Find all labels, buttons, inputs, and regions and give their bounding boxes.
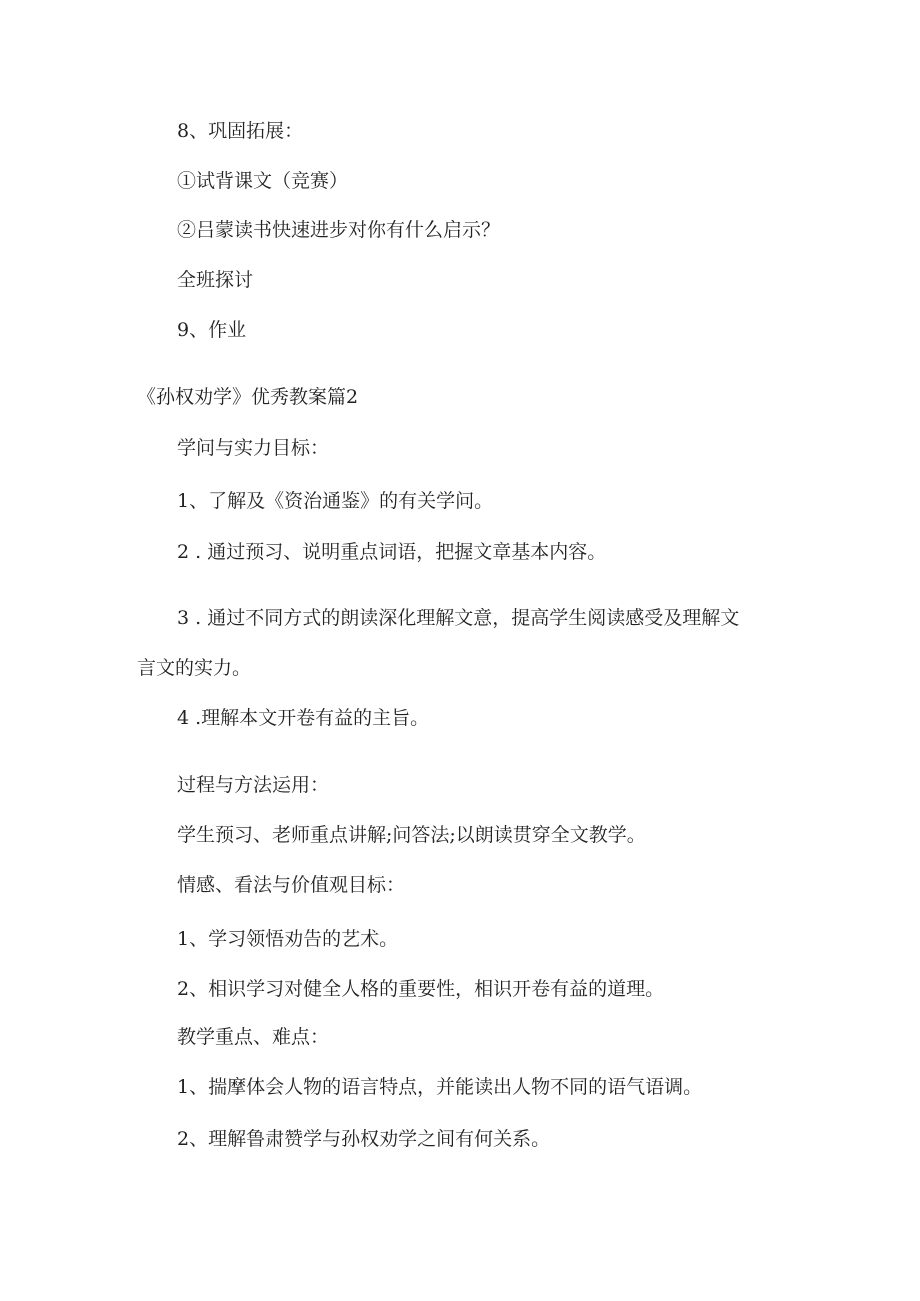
step-8-heading: 8、巩固拓展： [177, 120, 304, 142]
step-8-item-1: ①试背课文（竞赛） [177, 170, 349, 192]
knowledge-goal-1: 1、了解及《资治通鉴》的有关学问。 [177, 490, 494, 512]
step-9-heading: 9、作业 [177, 319, 247, 341]
knowledge-goal-3: 3 . 通过不同方式的朗读深化理解文意，提高学生阅读感受及理解文 [177, 607, 740, 629]
step-8-item-2: ②吕蒙读书快速进步对你有什么启示？ [177, 219, 501, 241]
knowledge-goal-2: 2 . 通过预习、说明重点词语，把握文章基本内容。 [177, 541, 607, 563]
knowledge-goal-3-continued: 言文的实力。 [137, 657, 252, 679]
key-difficult-points-heading: 教学重点、难点： [177, 1026, 330, 1048]
values-goals-heading: 情感、看法与价值观目标： [177, 874, 406, 896]
process-methods-text: 学生预习、老师重点讲解;问答法;以朗读贯穿全文教学。 [177, 824, 646, 846]
values-goal-2: 2、相识学习对健全人格的重要性，相识开卷有益的道理。 [177, 978, 665, 1000]
section-title: 《孙权劝学》优秀教案篇2 [137, 386, 359, 408]
knowledge-goal-4: 4 .理解本文开卷有益的主旨。 [177, 707, 430, 729]
knowledge-goals-heading: 学问与实力目标： [177, 437, 330, 459]
process-methods-heading: 过程与方法运用： [177, 774, 330, 796]
key-point-1: 1、揣摩体会人物的语言特点，并能读出人物不同的语气语调。 [177, 1076, 703, 1098]
values-goal-1: 1、学习领悟劝告的艺术。 [177, 928, 399, 950]
class-discussion: 全班探讨 [177, 269, 254, 291]
key-point-2: 2、理解鲁肃赞学与孙权劝学之间有何关系。 [177, 1128, 551, 1150]
